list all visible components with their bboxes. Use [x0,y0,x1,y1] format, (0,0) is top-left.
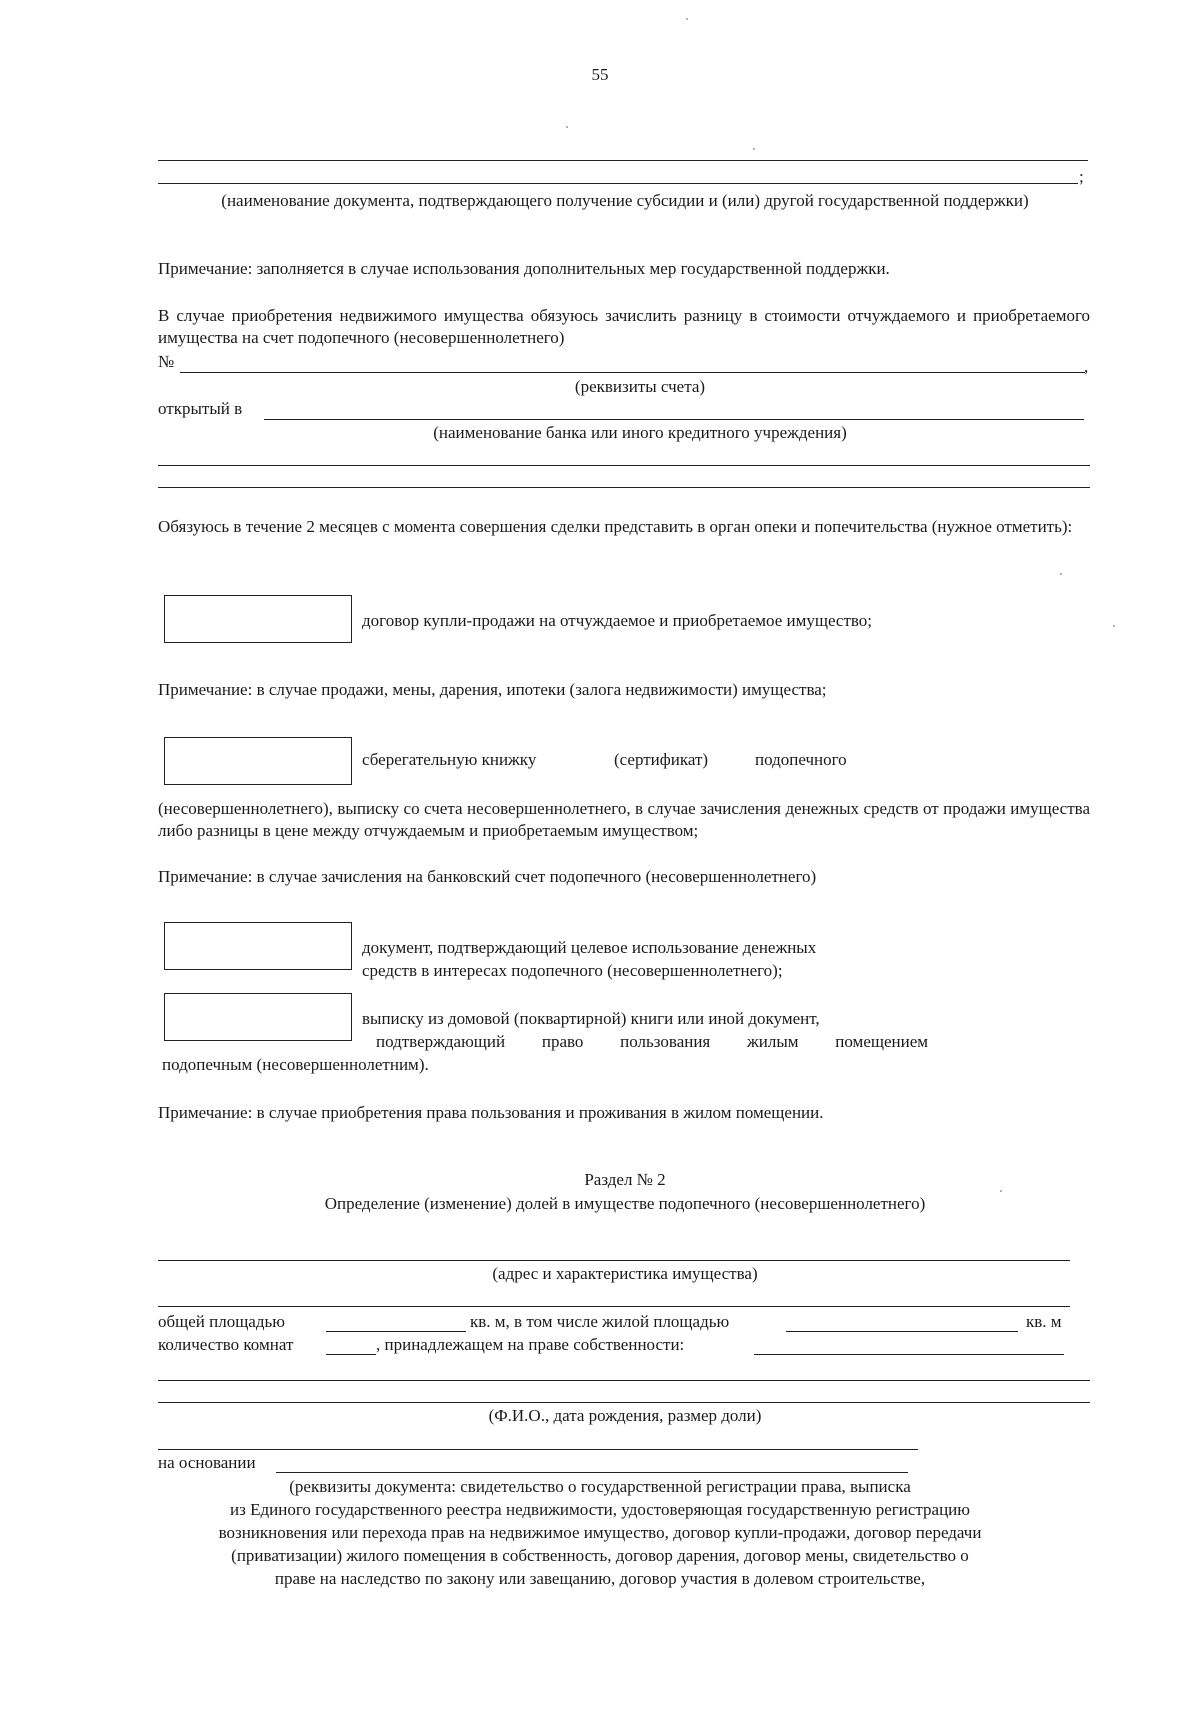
acquisition-paragraph: В случае приобретения недвижимого имущества обязуюсь зачислить разницу в стоимости отчуждаемого и приобретаемого имущества на счет подопечного (несовершеннолетнего) [158,306,1090,347]
account-number-label: № [158,352,175,371]
blank-line [158,487,1090,488]
purpose-option-line-1: документ, подтверждающий целевое использование денежных [362,938,817,957]
bank-line [264,419,1084,420]
rooms-line [326,1354,376,1355]
basis-caption-line-1: (реквизиты документа: свидетельство о государственной регистрации права, выписка [289,1477,911,1496]
section-2-title: Раздел № 2 [584,1170,666,1189]
scan-speck [1113,625,1115,627]
contract-option-label: договор купли-продажи на отчуждаемое и приобретаемое имущество; [362,611,873,630]
scan-speck [566,126,568,128]
support-document-caption: (наименование документа, подтверждающего получение субсидии и (или) другой государственной поддержки) [221,191,1029,210]
savings-option-continuation: (несовершеннолетнего), выписку со счета несовершеннолетнего, в случае зачисления денежных средств от продажи имущества либо разницы в цене между отчуждаемым и приобретаемым имуществом; [158,799,1090,840]
extract-option-line-1: выписку из домовой (поквартирной) книги или иной документ, [362,1009,820,1028]
contract-checkbox[interactable] [164,595,352,643]
obligation-paragraph: Обязуюсь в течение 2 месяцев с момента совершения сделки представить в орган опеки и попечительства (нужное отметить): [158,517,1073,536]
savings-book-checkbox[interactable] [164,737,352,785]
savings-option-word-1: сберегательную книжку [362,750,537,769]
owner-line [754,1354,1064,1355]
section-2-subtitle: Определение (изменение) долей в имуществе подопечного (несовершеннолетнего) [324,1194,926,1213]
blank-line [158,1306,1070,1307]
owned-label: , принадлежащем на праве собственности: [376,1335,685,1354]
blank-line [158,160,1088,161]
house-book-extract-checkbox[interactable] [164,993,352,1041]
basis-line [276,1472,908,1473]
address-caption: (адрес и характеристика имущества) [492,1264,758,1283]
contract-note: Примечание: в случае продажи, мены, дарения, ипотеки (залога недвижимости) имущества; [158,680,827,699]
blank-line [158,1380,1090,1381]
scan-speck [753,148,755,150]
blank-line [158,1402,1090,1403]
blank-line [158,1449,918,1450]
savings-option-word-3: подопечного [755,750,847,769]
rooms-label: количество комнат [158,1335,294,1354]
living-area-label: кв. м, в том числе жилой площадью [470,1312,730,1331]
line-semicolon: ; [1079,167,1084,186]
account-caption: (реквизиты счета) [574,377,706,396]
basis-label: на основании [158,1453,256,1472]
total-area-line [326,1331,466,1332]
extract-option-line-2: подтверждающий право пользования жилым помещением [376,1032,928,1051]
basis-caption-line-5: праве на наследство по закону или завещанию, договор участия в долевом строительстве, [274,1569,926,1588]
blank-line [158,465,1090,466]
page-number: 55 [591,65,609,84]
address-line [158,1260,1070,1261]
sqm-label: кв. м [1026,1312,1062,1331]
living-area-line [786,1331,1018,1332]
account-comma: , [1084,357,1089,376]
blank-line [158,183,1078,184]
scan-speck [686,18,688,20]
bank-caption: (наименование банка или иного кредитного учреждения) [433,423,847,442]
purpose-option-line-2: средств в интересах подопечного (несовершеннолетнего); [362,961,783,980]
fio-caption: (Ф.И.О., дата рождения, размер доли) [488,1406,762,1425]
basis-caption-line-4: (приватизации) жилого помещения в собственность, договор дарения, договор мены, свидетельство о [231,1546,969,1565]
scan-speck [1060,573,1062,575]
savings-note: Примечание: в случае зачисления на банковский счет подопечного (несовершеннолетнего) [158,867,817,886]
basis-caption-line-2: из Единого государственного реестра недвижимости, удостоверяющая государственную регистрацию [230,1500,970,1519]
extract-option-line-3: подопечным (несовершеннолетним). [162,1055,429,1074]
purpose-document-checkbox[interactable] [164,922,352,970]
total-area-label: общей площадью [158,1312,285,1331]
account-number-line [180,372,1085,373]
savings-option-word-2: (сертификат) [614,750,709,769]
extract-note: Примечание: в случае приобретения права пользования и проживания в жилом помещении. [158,1103,824,1122]
note-additional-support: Примечание: заполняется в случае использования дополнительных мер государственной поддержки. [158,259,890,278]
basis-caption-line-3: возникновения или перехода прав на недвижимое имущество, договор купли-продажи, договор передачи [218,1523,982,1542]
scan-speck [1000,1190,1002,1192]
opened-in-label: открытый в [158,399,243,418]
